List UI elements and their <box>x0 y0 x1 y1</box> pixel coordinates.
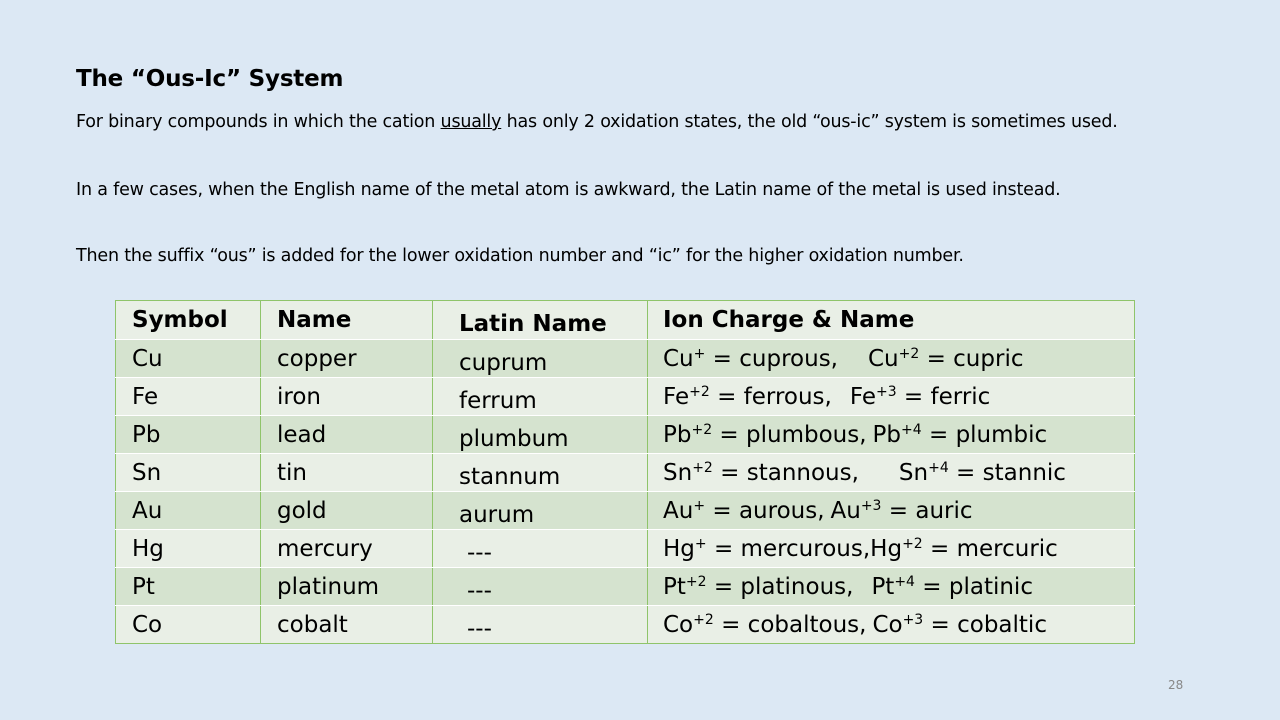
ion-lower-name: = platinous, <box>706 573 854 600</box>
table-row <box>116 606 1135 644</box>
ion-lower-symbol: Au <box>663 497 694 524</box>
table-row <box>116 530 1135 568</box>
cell-latin-name <box>433 530 648 568</box>
cell-latin-name <box>433 454 648 492</box>
table-row <box>116 454 1135 492</box>
ion-higher-symbol: Sn <box>898 459 929 486</box>
cell-name: cobalt <box>261 606 433 644</box>
ion-higher-name: = cupric <box>919 345 1024 372</box>
ion-lower-charge: + <box>693 345 706 362</box>
cell-symbol: Pb <box>116 416 261 454</box>
header-latin-name <box>433 301 648 340</box>
ion-lower-name: = cobaltous, <box>713 611 867 638</box>
cell-ion-charge <box>648 568 1135 606</box>
ion-higher-symbol: Hg <box>870 535 903 562</box>
ion-higher-name: = plumbic <box>921 421 1048 448</box>
ion-higher-charge: +3 <box>875 383 897 400</box>
header-symbol: Symbol <box>116 301 261 340</box>
latin-name-text: --- <box>467 577 492 604</box>
table-row <box>116 492 1135 530</box>
cell-ion-charge <box>648 340 1135 378</box>
cell-latin-name <box>433 568 648 606</box>
cell-symbol: Co <box>116 606 261 644</box>
cell-ion-charge <box>648 530 1135 568</box>
cell-name: copper <box>261 340 433 378</box>
cell-name: tin <box>261 454 433 492</box>
latin-name-text: ferrum <box>459 387 537 414</box>
ion-lower-symbol: Sn <box>663 459 693 486</box>
table-header-row <box>116 301 1135 340</box>
ion-higher-symbol: Co <box>872 611 903 638</box>
ion-higher-name: = ferric <box>896 383 991 410</box>
cell-ion-charge <box>648 416 1135 454</box>
ion-higher-name: = cobaltic <box>923 611 1047 638</box>
cell-symbol: Fe <box>116 378 261 416</box>
latin-name-text: --- <box>467 615 492 642</box>
intro-paragraph <box>76 107 1216 137</box>
intro-text-start: For binary compounds in which the cation <box>76 112 441 132</box>
cell-name: platinum <box>261 568 433 606</box>
ion-lower-name: = stannous, <box>712 459 859 486</box>
page-number: 28 <box>1168 678 1184 692</box>
ion-higher-symbol: Pb <box>872 421 902 448</box>
ion-lower-name: = mercurous, <box>706 535 871 562</box>
table-row <box>116 340 1135 378</box>
slide-title: The “Ous-Ic” System <box>76 66 344 92</box>
latin-name-text: stannum <box>459 463 561 490</box>
ion-lower-charge: +2 <box>693 611 714 628</box>
ion-higher-name: = platinic <box>914 573 1033 600</box>
cell-ion-charge <box>648 378 1135 416</box>
latin-name-text: --- <box>467 539 492 566</box>
ion-higher-charge: +2 <box>898 345 920 362</box>
cell-latin-name <box>433 416 648 454</box>
cell-symbol: Pt <box>116 568 261 606</box>
ion-higher-name: = stannic <box>948 459 1066 486</box>
ion-lower-charge: + <box>694 535 707 552</box>
ion-lower-charge: +2 <box>691 421 713 438</box>
emphasis-usually: usually <box>440 112 502 132</box>
cell-symbol: Sn <box>116 454 261 492</box>
latin-paragraph: In a few cases, when the English name of the metal atom is awkward, the Latin name of the metal is used instead. <box>76 180 1061 200</box>
ion-higher-symbol: Fe <box>849 383 876 410</box>
ion-lower-symbol: Hg <box>663 535 695 562</box>
cell-name: mercury <box>261 530 433 568</box>
ion-lower-symbol: Pt <box>663 573 686 600</box>
table-row <box>116 378 1135 416</box>
ion-names-table <box>115 300 1135 644</box>
cell-name: gold <box>261 492 433 530</box>
ion-lower-charge: +2 <box>685 573 707 590</box>
ion-higher-charge: +3 <box>860 497 882 514</box>
cell-symbol: Cu <box>116 340 261 378</box>
header-latin-label: Latin Name <box>459 311 607 337</box>
ion-lower-name: = plumbous, <box>712 421 867 448</box>
cell-latin-name <box>433 492 648 530</box>
cell-latin-name <box>433 606 648 644</box>
table-row <box>116 568 1135 606</box>
latin-name-text: cuprum <box>459 349 548 376</box>
suffix-paragraph: Then the suffix “ous” is added for the lower oxidation number and “ic” for the higher oxidation number. <box>76 246 964 266</box>
ion-lower-name: = ferrous, <box>709 383 832 410</box>
ion-higher-charge: +4 <box>901 421 922 438</box>
latin-name-text: plumbum <box>459 425 569 452</box>
ion-lower-symbol: Cu <box>663 345 694 372</box>
cell-latin-name <box>433 340 648 378</box>
header-ion-charge: Ion Charge & Name <box>648 301 1135 340</box>
cell-name: lead <box>261 416 433 454</box>
header-name: Name <box>261 301 433 340</box>
ion-lower-symbol: Fe <box>663 383 690 410</box>
ion-lower-charge: + <box>693 497 706 514</box>
ion-higher-symbol: Pt <box>871 573 895 600</box>
ion-higher-charge: +2 <box>902 535 923 552</box>
ion-lower-name: = cuprous, <box>705 345 838 372</box>
cell-latin-name <box>433 378 648 416</box>
cell-ion-charge <box>648 454 1135 492</box>
ion-higher-charge: +4 <box>928 459 949 476</box>
ion-higher-name: = mercuric <box>922 535 1058 562</box>
ion-lower-symbol: Co <box>663 611 694 638</box>
latin-name-text: aurum <box>459 501 535 528</box>
ion-higher-symbol: Au <box>830 497 861 524</box>
cell-ion-charge <box>648 606 1135 644</box>
ion-higher-name: = auric <box>881 497 973 524</box>
table-row <box>116 416 1135 454</box>
ion-higher-symbol: Cu <box>867 345 899 372</box>
ion-lower-charge: +2 <box>692 459 713 476</box>
ion-higher-charge: +3 <box>902 611 924 628</box>
ion-lower-charge: +2 <box>689 383 710 400</box>
cell-symbol: Hg <box>116 530 261 568</box>
ion-higher-charge: +4 <box>894 573 915 590</box>
cell-name: iron <box>261 378 433 416</box>
intro-text-end: has only 2 oxidation states, the old “ous-ic” system is sometimes used. <box>501 112 1118 132</box>
ion-lower-symbol: Pb <box>663 421 692 448</box>
ion-lower-name: = aurous, <box>705 497 825 524</box>
cell-symbol: Au <box>116 492 261 530</box>
cell-ion-charge <box>648 492 1135 530</box>
